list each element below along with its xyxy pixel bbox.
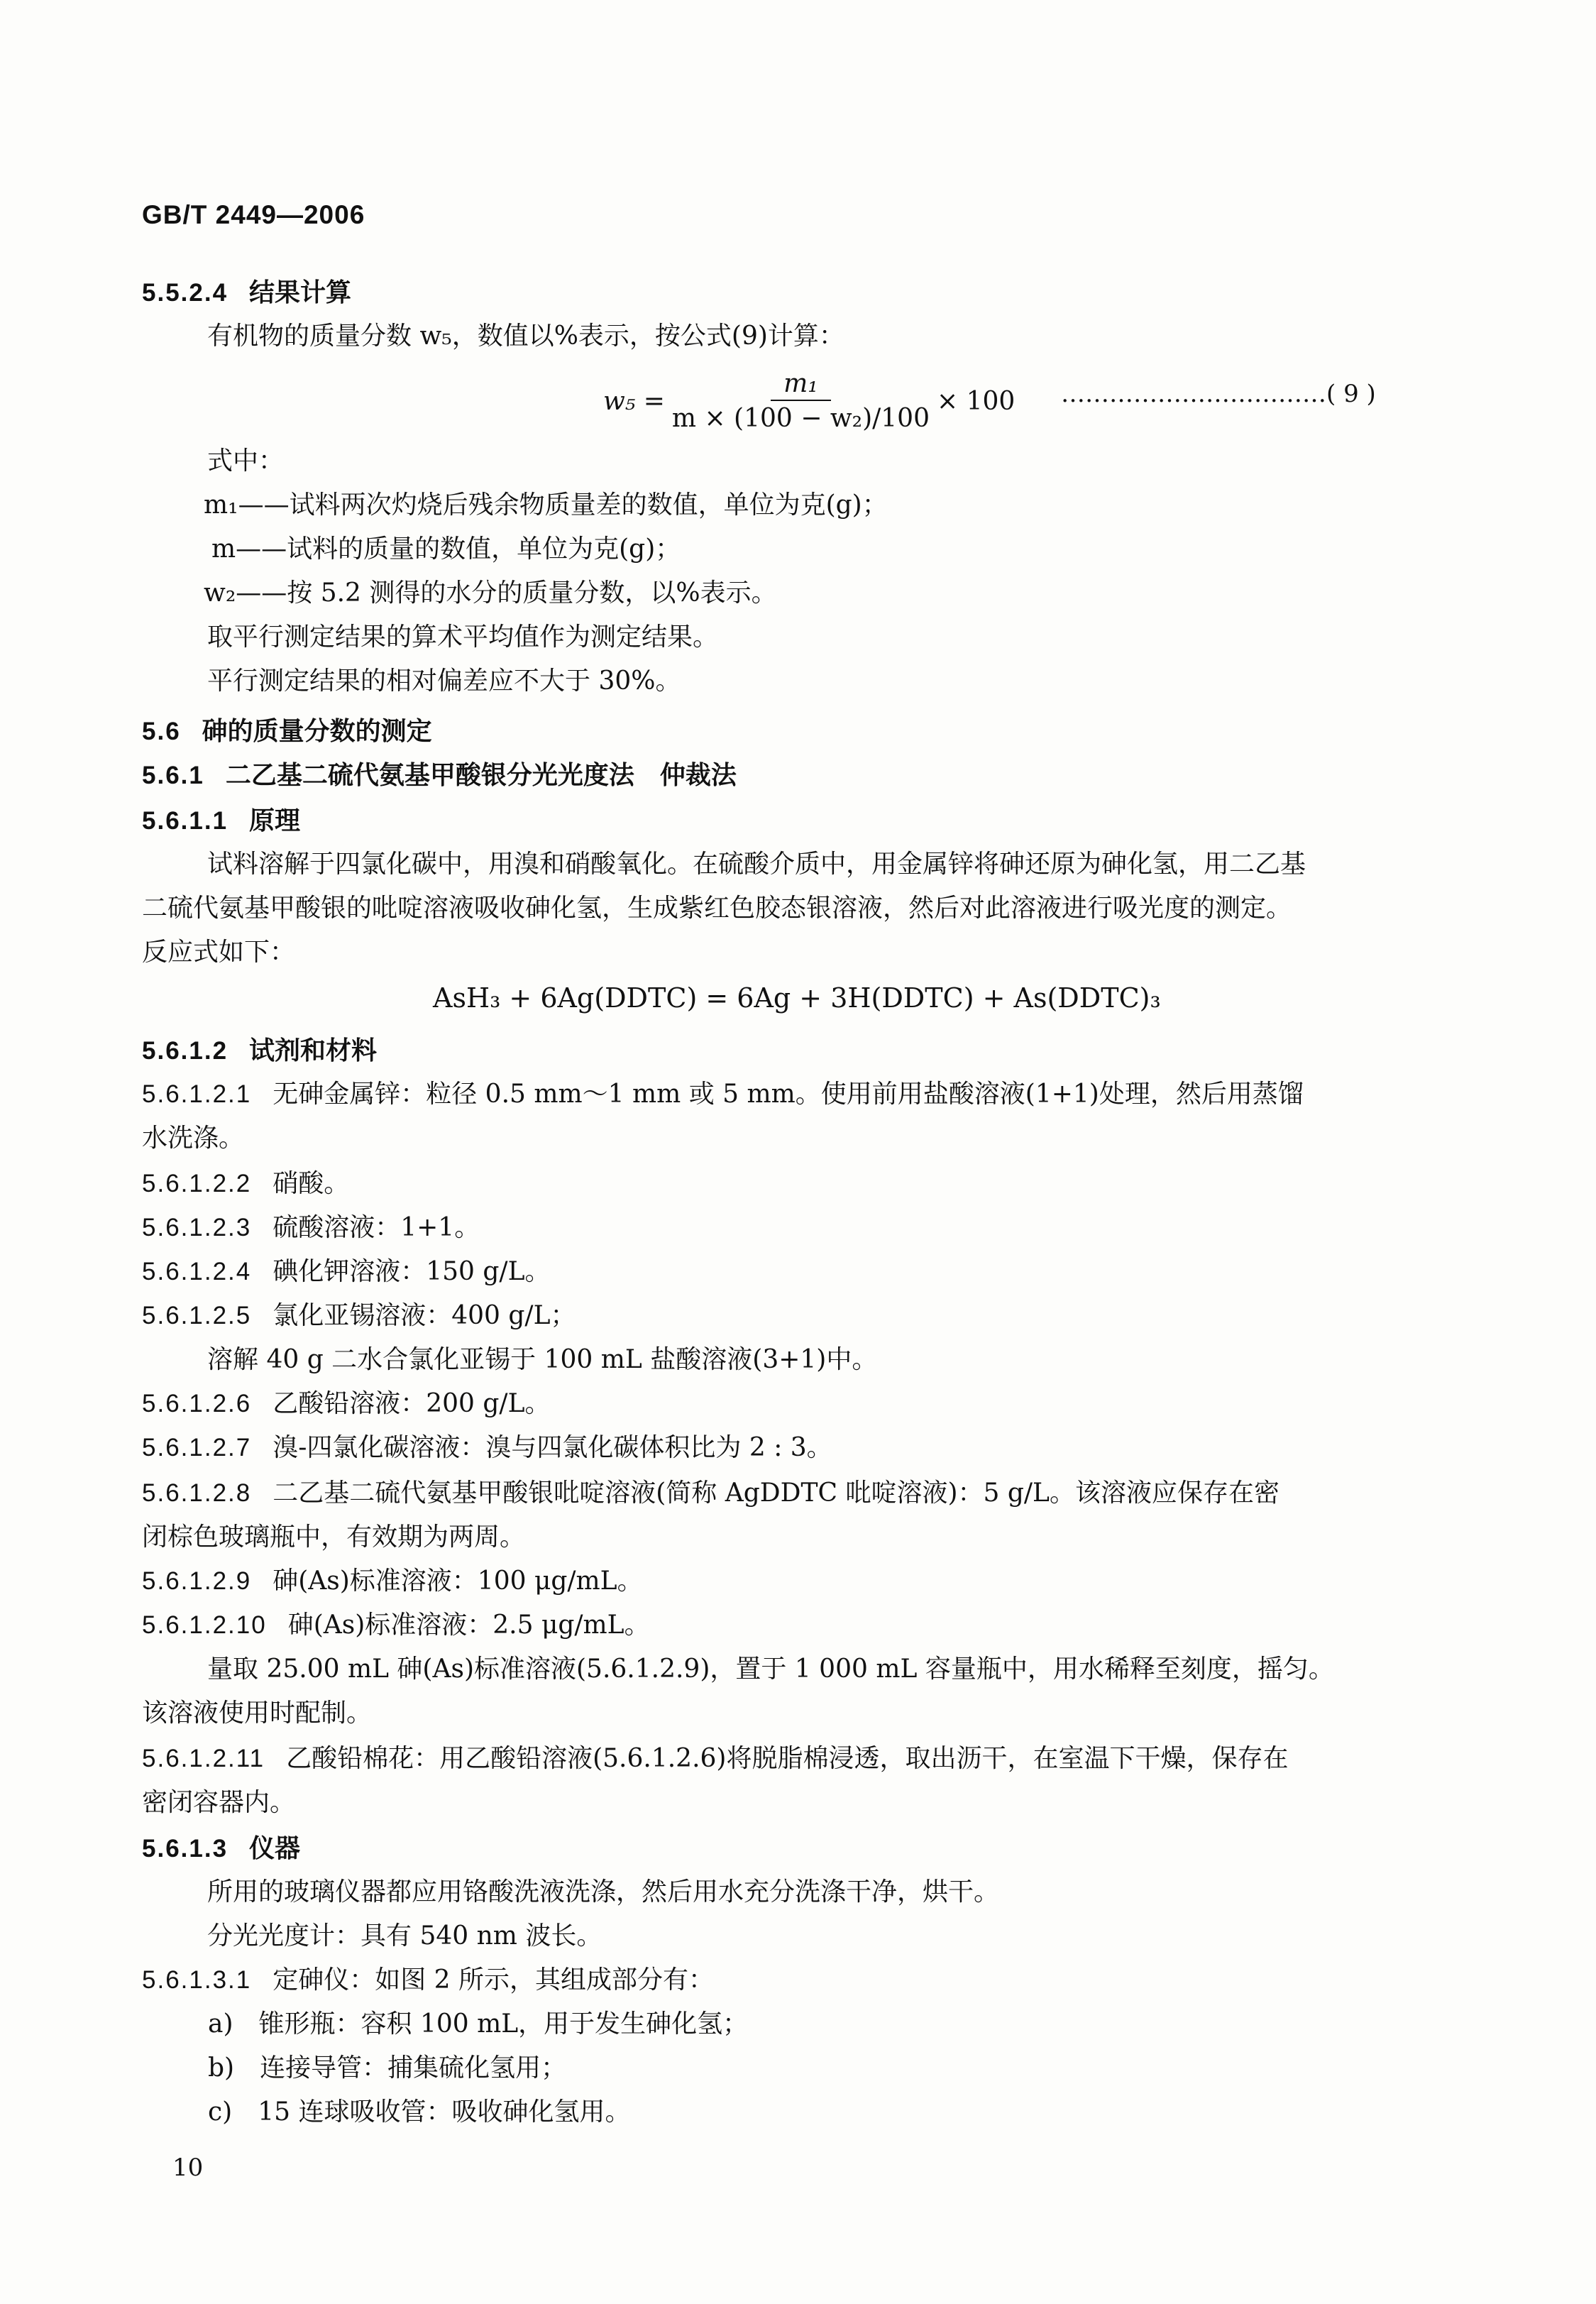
section-5-5-2-4-heading: 5.5.2.4 结果计算 bbox=[142, 278, 352, 307]
page-number: 10 bbox=[172, 2154, 204, 2182]
section-5-6-1-heading: 5.6.1 二乙基二硫代氨基甲酸银分光光度法 仲裁法 bbox=[142, 760, 737, 790]
reagent-10-note: 量取 25.00 mL 砷(As)标准溶液(5.6.1.2.9)，置于 1 000 mL 容量瓶中，用水稀释至刻度，摇匀。 bbox=[207, 1655, 1334, 1684]
formula-denominator: m × (100 − w₂)/100 bbox=[671, 404, 930, 433]
section-5-6-1-3-heading: 5.6.1.3 仪器 bbox=[142, 1833, 301, 1863]
reagent-2: 5.6.1.2.2 硝酸。 bbox=[142, 1169, 350, 1198]
document-code: GB/T 2449—2006 bbox=[142, 200, 365, 229]
definition-m: m——试料的质量的数值，单位为克(g)； bbox=[211, 534, 681, 564]
list-item-a: a) 锥形瓶：容积 100 mL，用于发生砷化氢； bbox=[208, 2009, 749, 2039]
list-item-c: c) 15 连球吸收管：吸收砷化氢用。 bbox=[208, 2097, 631, 2127]
section-5-6-1-1-heading: 5.6.1.1 原理 bbox=[142, 806, 301, 835]
principle-line-3: 反应式如下： bbox=[142, 938, 296, 967]
reagent-1-cont: 水洗涤。 bbox=[142, 1124, 245, 1153]
reagent-11: 5.6.1.2.11 乙酸铅棉花：用乙酸铅溶液(5.6.1.2.6)将脱脂棉浸透，取出沥干，在室温下干燥，保存在 bbox=[142, 1744, 1289, 1773]
reagent-6: 5.6.1.2.6 乙酸铅溶液：200 g/L。 bbox=[142, 1389, 551, 1418]
principle-line-2: 二硫代氨基甲酸银的吡啶溶液吸收砷化氢，生成紫红色胶态银溶液，然后对此溶液进行吸光度的测定。 bbox=[142, 894, 1292, 923]
formula-number: ……………………………( 9 ) bbox=[1061, 380, 1376, 408]
reagent-9: 5.6.1.2.9 砷(As)标准溶液：100 μg/mL。 bbox=[142, 1567, 643, 1596]
section-5-6-1-2-heading: 5.6.1.2 试剂和材料 bbox=[142, 1036, 378, 1065]
reagent-5-note: 溶解 40 g 二水合氯化亚锡于 100 mL 盐酸溶液(3+1)中。 bbox=[207, 1345, 878, 1374]
instrument-paragraph-1: 所用的玻璃仪器都应用铬酸洗液洗涤，然后用水充分洗涤干净，烘干。 bbox=[207, 1877, 1000, 1907]
reagent-11-cont: 密闭容器内。 bbox=[142, 1788, 296, 1817]
reaction-equation: AsH₃ + 6Ag(DDTC) = 6Ag + 3H(DDTC) + As(DDTC)₃ bbox=[433, 982, 1161, 1014]
reagent-8: 5.6.1.2.8 二乙基二硫代氨基甲酸银吡啶溶液(简称 AgDDTC 吡啶溶液)：5 g/L。该溶液应保存在密 bbox=[142, 1479, 1279, 1508]
reagent-10: 5.6.1.2.10 砷(As)标准溶液：2.5 μg/mL。 bbox=[142, 1611, 650, 1640]
principle-line-1: 试料溶解于四氯化碳中，用溴和硝酸氧化。在硫酸介质中，用金属锌将砷还原为砷化氢，用二乙基 bbox=[207, 850, 1306, 879]
reagent-4: 5.6.1.2.4 碘化钾溶液：150 g/L。 bbox=[142, 1257, 551, 1286]
reagent-1: 5.6.1.2.1 无砷金属锌：粒径 0.5 mm～1 mm 或 5 mm。使用前用盐酸溶液(1+1)处理，然后用蒸馏 bbox=[142, 1080, 1304, 1109]
section-5-6-heading: 5.6 砷的质量分数的测定 bbox=[142, 716, 432, 746]
section-5-6-1-3-1: 5.6.1.3.1 定砷仪：如图 2 所示，其组成部分有： bbox=[142, 1965, 715, 1995]
where-label: 式中： bbox=[207, 446, 285, 476]
reagent-3: 5.6.1.2.3 硫酸溶液：1+1。 bbox=[142, 1213, 480, 1242]
paragraph: 平行测定结果的相对偏差应不大于 30%。 bbox=[207, 666, 681, 696]
reagent-5: 5.6.1.2.5 氯化亚锡溶液：400 g/L； bbox=[142, 1301, 576, 1330]
formula-9: w₅ = $\frac{\text{m₁}}{\text{m × (100 − w₂)/100}}$ × 100 bbox=[603, 369, 1016, 433]
paragraph: 取平行测定结果的算术平均值作为测定结果。 bbox=[207, 622, 719, 652]
list-item-b: b) 连接导管：捕集硫化氢用； bbox=[208, 2053, 567, 2083]
reagent-10-note-cont: 该溶液使用时配制。 bbox=[142, 1699, 373, 1728]
reagent-7: 5.6.1.2.7 溴-四氯化碳溶液：溴与四氯化碳体积比为 2 : 3。 bbox=[142, 1433, 832, 1462]
paragraph: 有机物的质量分数 w₅，数值以%表示，按公式(9)计算： bbox=[207, 322, 844, 351]
instrument-paragraph-2: 分光光度计：具有 540 nm 波长。 bbox=[207, 1921, 602, 1951]
reagent-8-cont: 闭棕色玻璃瓶中，有效期为两周。 bbox=[142, 1523, 526, 1552]
formula-numerator: m₁ bbox=[771, 369, 831, 401]
definition-m1: m₁——试料两次灼烧后残余物质量差的数值，单位为克(g)； bbox=[204, 490, 888, 520]
definition-w2: w₂——按 5.2 测得的水分的质量分数，以%表示。 bbox=[204, 578, 777, 608]
